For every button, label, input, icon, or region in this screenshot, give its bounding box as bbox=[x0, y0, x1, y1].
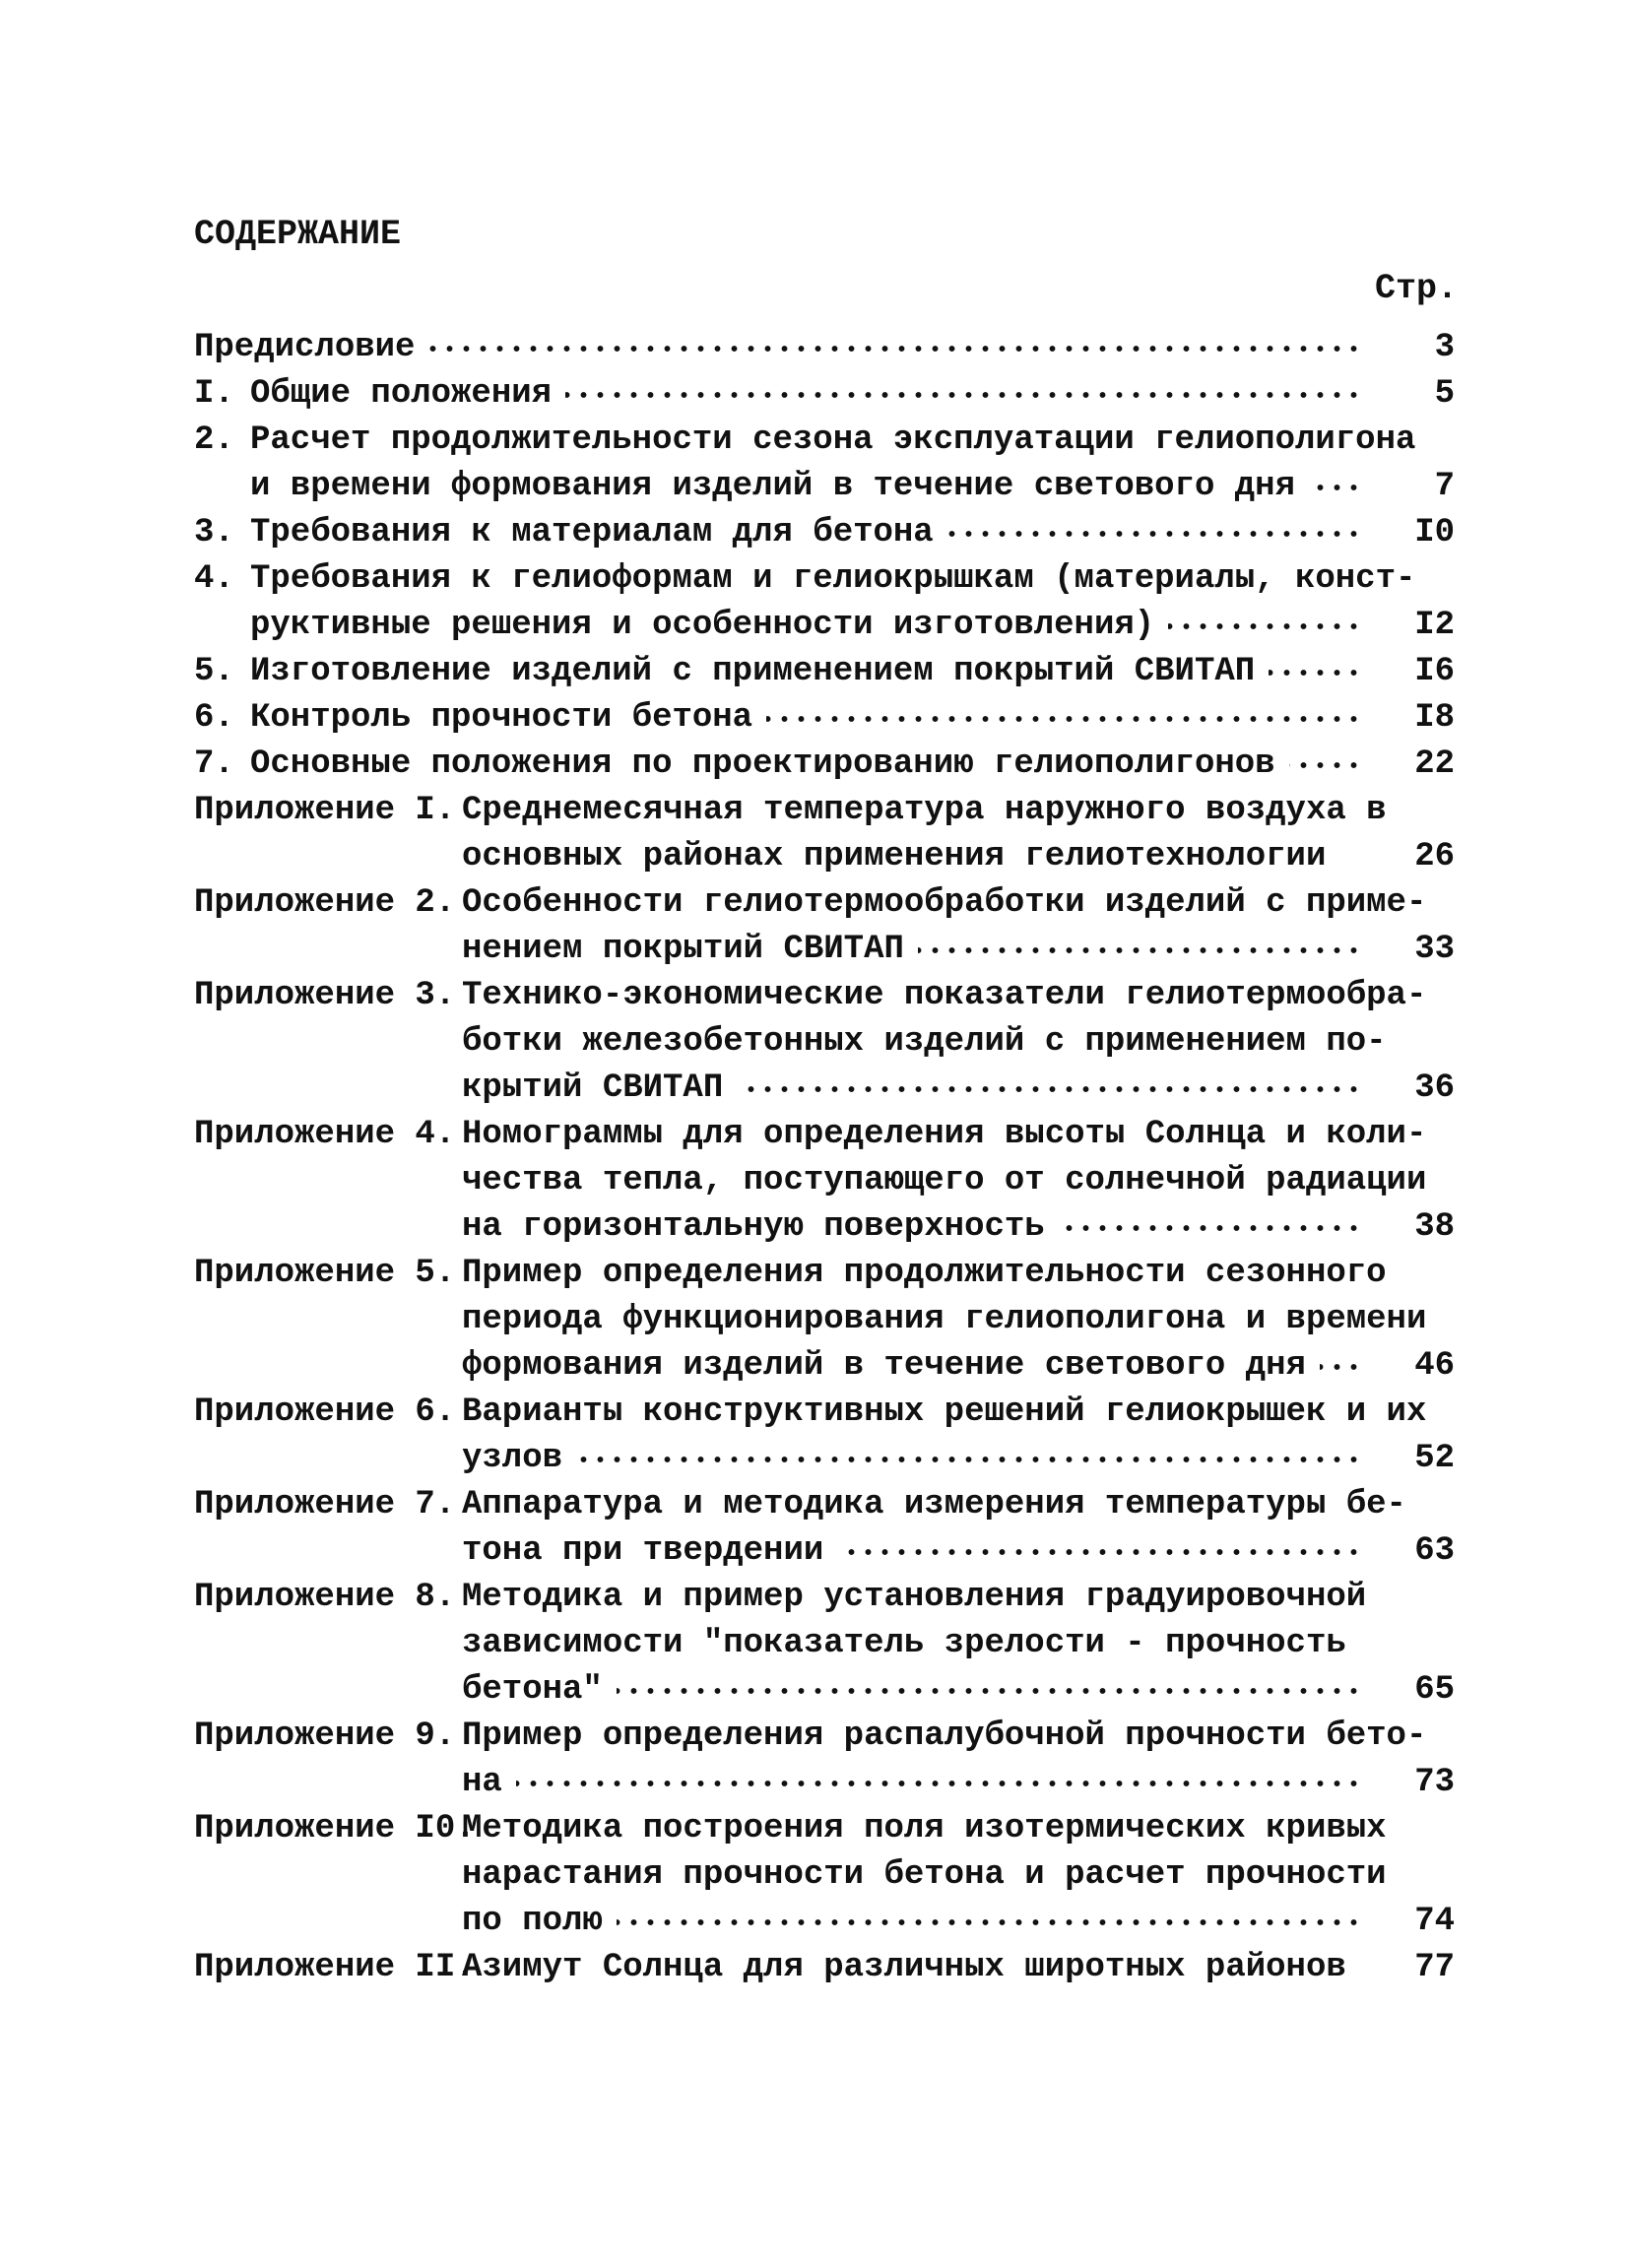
toc-line bbox=[194, 1343, 1455, 1390]
toc-entry-title: формования изделий в течение светового дня bbox=[462, 1347, 1306, 1385]
dot-leader bbox=[1269, 663, 1362, 682]
dot-leader bbox=[1360, 848, 1362, 868]
toc-heading: СОДЕРЖАНИЕ bbox=[194, 215, 402, 254]
toc-entry bbox=[194, 742, 1455, 788]
toc-entry-title: руктивные решения и особенности изготовления) bbox=[250, 607, 1155, 644]
page-column-label: Стр. bbox=[1375, 269, 1459, 308]
page-number: 52 bbox=[1414, 1440, 1455, 1477]
page-number: 5 bbox=[1434, 375, 1455, 413]
dot-leader bbox=[1320, 1357, 1362, 1377]
toc-line bbox=[194, 464, 1455, 510]
toc-entry-title: ботки железобетонных изделий с применением по- bbox=[462, 1023, 1387, 1061]
toc-line bbox=[194, 1112, 1455, 1158]
section-number: 3. bbox=[194, 514, 234, 551]
toc-line bbox=[194, 1019, 1455, 1066]
toc-entry bbox=[194, 788, 1455, 880]
page-number: 46 bbox=[1414, 1347, 1455, 1385]
section-number: 4. bbox=[194, 560, 234, 598]
toc-entry-title: Варианты конструктивных решений гелиокрышек и их bbox=[462, 1393, 1427, 1431]
page-number: 73 bbox=[1414, 1764, 1455, 1801]
toc-line bbox=[194, 1806, 1455, 1852]
toc-line bbox=[194, 325, 1455, 371]
toc-entry bbox=[194, 649, 1455, 695]
toc-line bbox=[194, 1852, 1455, 1899]
page-number: I6 bbox=[1414, 653, 1455, 690]
page-number: 26 bbox=[1414, 838, 1455, 875]
toc-entry-title: на горизонтальную поверхность bbox=[462, 1208, 1045, 1246]
toc-line bbox=[194, 1204, 1455, 1251]
toc-entry-title: Пример определения продолжительности сезонного bbox=[462, 1255, 1387, 1292]
toc-line bbox=[194, 1158, 1455, 1204]
dot-leader bbox=[1289, 755, 1362, 775]
appendix-label: Приложение I. bbox=[194, 792, 456, 829]
toc-entry-title: Номограммы для определения высоты Солнца и коли- bbox=[462, 1116, 1427, 1153]
page-number: 38 bbox=[1414, 1208, 1455, 1246]
dot-leader bbox=[617, 1681, 1362, 1701]
toc-entry-title: нением покрытий СВИТАП bbox=[462, 931, 904, 968]
page-number: 33 bbox=[1414, 931, 1455, 968]
toc-entry-title: Пример определения распалубочной прочности бето- bbox=[462, 1717, 1427, 1755]
toc-line bbox=[194, 788, 1455, 834]
dot-leader bbox=[1059, 1218, 1362, 1238]
toc-line bbox=[194, 1251, 1455, 1297]
section-number: I. bbox=[194, 375, 234, 413]
toc-line bbox=[194, 1575, 1455, 1621]
toc-entry-title: нарастания прочности бетона и расчет прочности bbox=[462, 1856, 1387, 1894]
appendix-label: Приложение 6. bbox=[194, 1393, 456, 1431]
toc-line bbox=[194, 1899, 1455, 1945]
toc-entry-title: тона при твердении bbox=[462, 1532, 824, 1570]
toc-entry-title: Методика построения поля изотермических кривых bbox=[462, 1810, 1387, 1847]
toc-entry-title: на bbox=[462, 1764, 502, 1801]
toc-entry-title: Расчет продолжительности сезона эксплуатации гелиополигона bbox=[250, 421, 1416, 459]
toc-entry-title: зависимости "показатель зрелости - прочность bbox=[462, 1625, 1346, 1662]
section-number: 7. bbox=[194, 745, 234, 783]
section-number: 6. bbox=[194, 699, 234, 737]
section-number: 2. bbox=[194, 421, 234, 459]
appendix-label: Приложение 4. bbox=[194, 1116, 456, 1153]
toc-entry-title: Азимут Солнца для различных широтных районов bbox=[462, 1949, 1346, 1986]
toc-line bbox=[194, 510, 1455, 556]
dot-leader bbox=[838, 1542, 1362, 1562]
toc-line bbox=[194, 927, 1455, 973]
toc-entry-title: Технико-экономические показатели гелиотермообра- bbox=[462, 977, 1427, 1014]
toc-line bbox=[194, 418, 1455, 464]
toc-entry bbox=[194, 418, 1455, 510]
toc-entry-title: Основные положения по проектированию гелиополигонов bbox=[250, 745, 1275, 783]
toc-entry bbox=[194, 1714, 1455, 1806]
toc-line bbox=[194, 1667, 1455, 1714]
toc-line bbox=[194, 1482, 1455, 1528]
toc-entry bbox=[194, 1806, 1455, 1945]
appendix-label: Приложение I0. bbox=[194, 1810, 476, 1847]
toc-line bbox=[194, 695, 1455, 742]
appendix-label: Приложение 9. bbox=[194, 1717, 456, 1755]
toc-entry-title: бетона" bbox=[462, 1671, 603, 1709]
page-number: I8 bbox=[1414, 699, 1455, 737]
appendix-label: Приложение 3. bbox=[194, 977, 456, 1014]
toc-entry-title: периода функционирования гелиополигона и времени bbox=[462, 1301, 1427, 1338]
appendix-label: Приложение 2. bbox=[194, 884, 456, 922]
dot-leader bbox=[918, 940, 1362, 960]
dot-leader bbox=[1360, 1959, 1362, 1978]
toc-entry bbox=[194, 880, 1455, 973]
toc-line bbox=[194, 1436, 1455, 1482]
toc-entry bbox=[194, 973, 1455, 1112]
page-number: 36 bbox=[1414, 1069, 1455, 1107]
toc-entry bbox=[194, 695, 1455, 742]
appendix-label: Приложение 8. bbox=[194, 1579, 456, 1616]
dot-leader bbox=[565, 385, 1362, 405]
toc-entry-title: Изготовление изделий с применением покрытий СВИТАП bbox=[250, 653, 1256, 690]
section-number: 5. bbox=[194, 653, 234, 690]
dot-leader bbox=[738, 1079, 1362, 1099]
dot-leader bbox=[1168, 616, 1362, 636]
toc-entry bbox=[194, 371, 1455, 418]
dot-leader bbox=[429, 339, 1362, 358]
page-number: I2 bbox=[1414, 607, 1455, 644]
toc-line bbox=[194, 880, 1455, 927]
dot-leader bbox=[576, 1450, 1362, 1469]
toc-line bbox=[194, 1297, 1455, 1343]
toc-entry bbox=[194, 325, 1455, 371]
page-number: 7 bbox=[1434, 468, 1455, 505]
dot-leader bbox=[617, 1912, 1362, 1932]
toc-line bbox=[194, 1760, 1455, 1806]
toc-entry bbox=[194, 1482, 1455, 1575]
appendix-label: Приложение 7. bbox=[194, 1486, 456, 1523]
toc-entry-title: узлов bbox=[462, 1440, 563, 1477]
page-number: 22 bbox=[1414, 745, 1455, 783]
toc-entry-title: Общие положения bbox=[250, 375, 553, 413]
appendix-label: Приложение 5. bbox=[194, 1255, 456, 1292]
toc-entry-title: чества тепла, поступающего от солнечной радиации bbox=[462, 1162, 1427, 1199]
toc-entry bbox=[194, 556, 1455, 649]
toc-entry bbox=[194, 1390, 1455, 1482]
toc-entry-title: по полю bbox=[462, 1903, 603, 1940]
page-number: 63 bbox=[1414, 1532, 1455, 1570]
toc-line bbox=[194, 1390, 1455, 1436]
toc-line bbox=[194, 649, 1455, 695]
toc-entry-title: Методика и пример установления градуировочной bbox=[462, 1579, 1367, 1616]
toc-entry-title: Предисловие bbox=[194, 329, 416, 366]
page-number: 74 bbox=[1414, 1903, 1455, 1940]
toc-entry-title: крытий СВИТАП bbox=[462, 1069, 724, 1107]
dot-leader bbox=[516, 1774, 1362, 1793]
toc-entry-title: и времени формования изделий в течение светового дня bbox=[250, 468, 1295, 505]
toc-line bbox=[194, 973, 1455, 1019]
toc-entry bbox=[194, 1945, 1455, 1991]
toc-entry bbox=[194, 1575, 1455, 1714]
dot-leader bbox=[947, 524, 1362, 544]
table-of-contents bbox=[194, 325, 1455, 1991]
toc-line bbox=[194, 603, 1455, 649]
toc-line bbox=[194, 556, 1455, 603]
toc-entry bbox=[194, 1112, 1455, 1251]
page-number: 65 bbox=[1414, 1671, 1455, 1709]
dot-leader bbox=[1309, 478, 1362, 497]
toc-entry-title: Среднемесячная температура наружного воздуха в bbox=[462, 792, 1387, 829]
toc-line bbox=[194, 1528, 1455, 1575]
toc-entry-title: Требования к материалам для бетона bbox=[250, 514, 934, 551]
toc-line bbox=[194, 1945, 1455, 1991]
toc-entry-title: Аппаратура и методика измерения температуры бе- bbox=[462, 1486, 1406, 1523]
toc-entry bbox=[194, 1251, 1455, 1390]
toc-entry-title: Особенности гелиотермообработки изделий с приме- bbox=[462, 884, 1427, 922]
dot-leader bbox=[766, 709, 1362, 729]
toc-line bbox=[194, 1066, 1455, 1112]
toc-entry-title: Требования к гелиоформам и гелиокрышкам (материалы, конст- bbox=[250, 560, 1416, 598]
toc-line bbox=[194, 742, 1455, 788]
page-number: 3 bbox=[1434, 329, 1455, 366]
toc-line bbox=[194, 1621, 1455, 1667]
toc-line bbox=[194, 371, 1455, 418]
toc-entry-title: Контроль прочности бетона bbox=[250, 699, 753, 737]
toc-line bbox=[194, 834, 1455, 880]
page-number: I0 bbox=[1414, 514, 1455, 551]
page-number: 77 bbox=[1414, 1949, 1455, 1986]
toc-entry bbox=[194, 510, 1455, 556]
appendix-label: Приложение II. bbox=[194, 1949, 476, 1986]
toc-entry-title: основных районах применения гелиотехнологии bbox=[462, 838, 1327, 875]
toc-line bbox=[194, 1714, 1455, 1760]
